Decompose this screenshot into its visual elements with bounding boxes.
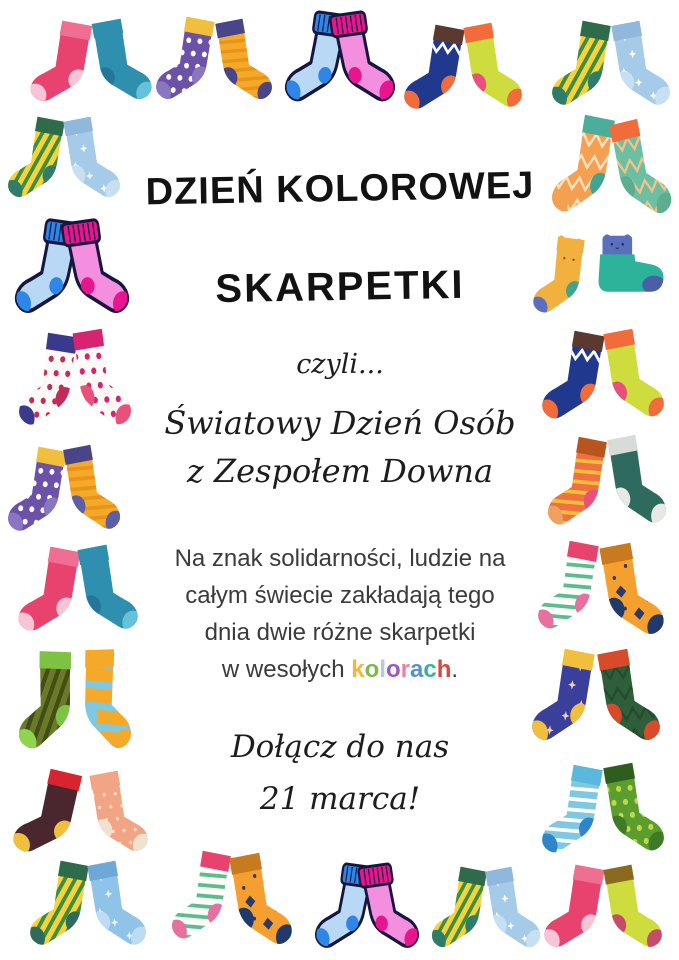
green-stripe-sock-icon [532,537,604,640]
cta-date: 21 marca! [259,781,421,817]
lime-sock-icon [598,325,670,428]
lime-sock-icon [458,19,528,118]
colored-letter: r [400,656,411,683]
yellow-stripe-sock-icon [58,442,126,541]
body-line-1: Na znak solidarności, ludzie na [174,545,506,572]
colored-letter: o [364,656,380,683]
subtitle-down-syndrome: z Zespołem Downa [186,452,494,490]
teal-sock-icon [72,541,144,640]
lime-rose-sock-icon [598,861,668,958]
green-dot-sock-icon [598,759,670,862]
blue-flower-sock-icon [82,857,152,956]
title-line-1: DZIEŃ KOLOROWEJ [145,164,535,214]
yellow-green-stripe-sock-icon [546,17,616,116]
colored-letter: l [379,656,386,683]
blue-star-sock-icon [606,17,676,116]
yellow-stripe-sock-icon [210,16,278,111]
body-line-2: całym świecie zakładają tego [185,582,495,609]
cartoon-pink-sock-icon [356,861,424,960]
maroon-yellow-sock-icon [6,764,88,867]
blue-striped-sock-icon [536,761,608,864]
colored-letter: a [410,656,424,683]
body-line-4-prefix: w wesołych [221,656,352,683]
blue-star-sock-icon [58,114,126,209]
cartoon-pink-sock-icon [327,8,400,113]
body-line-3: dnia dwie różne skarpetki [204,619,476,646]
orange-blue-stripe-sock-icon [71,646,142,759]
orange-shapes-sock-icon [224,849,299,956]
colored-letter: k [351,656,365,683]
blue-star-sock-icon [480,864,546,959]
subtitle-world-day: Światowy Dzień Osób [164,404,516,442]
cta-join-us: Dołącz do nas [230,729,450,765]
dark-green-sock-icon [602,431,672,534]
colored-letter: h [436,656,452,683]
colored-letter: o [386,656,401,683]
teal-zigzag-sock-icon [604,115,678,228]
green-knit-sock-icon [592,645,667,752]
purple-dot-sock-icon [150,13,220,110]
title-line-2: SKARPETKI [215,262,465,312]
body-paragraph [139,540,541,688]
white-snowflake-stocking-icon [67,326,136,435]
teal-sock-icon [86,15,158,110]
cartoon-pink-sock-icon [59,216,135,326]
orange-shapes-sock-icon [594,539,671,647]
orange-striped-sock-icon [542,433,612,536]
colored-letter: c [423,656,437,683]
body-line-4-suffix: . [451,656,459,683]
teal-bear-bootie-icon [590,234,668,302]
poster-content [139,164,541,822]
subtitle-czyli: czyli... [296,349,384,380]
colored-word-kolorach [351,656,451,683]
